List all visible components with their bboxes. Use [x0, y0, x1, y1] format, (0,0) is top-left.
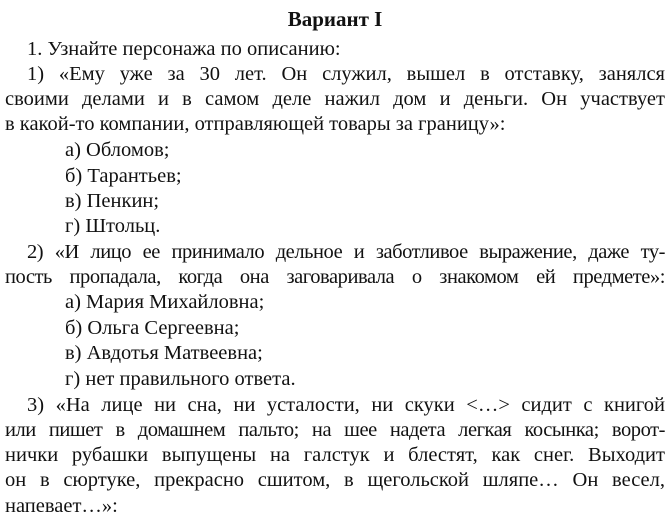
question-1-option-d: г) Штольц.: [65, 215, 161, 237]
question-1-line-2: своими делами и в самом деле нажил дом и деньги. Он участвует: [5, 88, 665, 110]
question-2-line-2: пость пропадала, когда она заговаривала о знакомом ей предмете»:: [5, 266, 665, 288]
question-2-option-c: в) Авдотья Матвеевна;: [65, 342, 263, 364]
question-1-option-a: а) Обломов;: [65, 139, 170, 161]
task-instruction: 1. Узнайте персонажа по описанию:: [27, 38, 341, 60]
question-2-option-b: б) Ольга Сергеевна;: [65, 317, 240, 339]
question-1-option-c: в) Пенкин;: [65, 190, 160, 212]
question-3-line-2: или пишет в домашнем пальто; на шее надета легкая косынка; ворот-: [5, 419, 665, 441]
question-2-option-a: а) Мария Михайловна;: [65, 291, 265, 313]
question-2-line-1: 2) «И лицо ее принимало дельное и заботливое выражение, даже ту-: [27, 241, 665, 263]
question-3-line-5: напевает…»:: [5, 495, 118, 517]
question-1-option-b: б) Тарантьев;: [65, 165, 182, 187]
question-3-line-1: 3) «На лице ни сна, ни усталости, ни скуки <…> сидит с книгой: [27, 394, 665, 416]
question-1-line-3: в какой-то компании, отправляющей товары за границу»:: [5, 113, 506, 135]
question-3-line-3: нички рубашки выпущены на галстук и блестят, как снег. Выходит: [5, 444, 665, 466]
variant-title: Вариант I: [287, 7, 383, 31]
question-2-option-d: г) нет правильного ответа.: [65, 368, 296, 390]
question-3-line-4: он в сюртуке, прекрасно сшитом, в щегольской шляпе… Он весел,: [5, 469, 665, 491]
question-1-line-1: 1) «Ему уже за 30 лет. Он служил, вышел в отставку, занялся: [27, 63, 665, 85]
